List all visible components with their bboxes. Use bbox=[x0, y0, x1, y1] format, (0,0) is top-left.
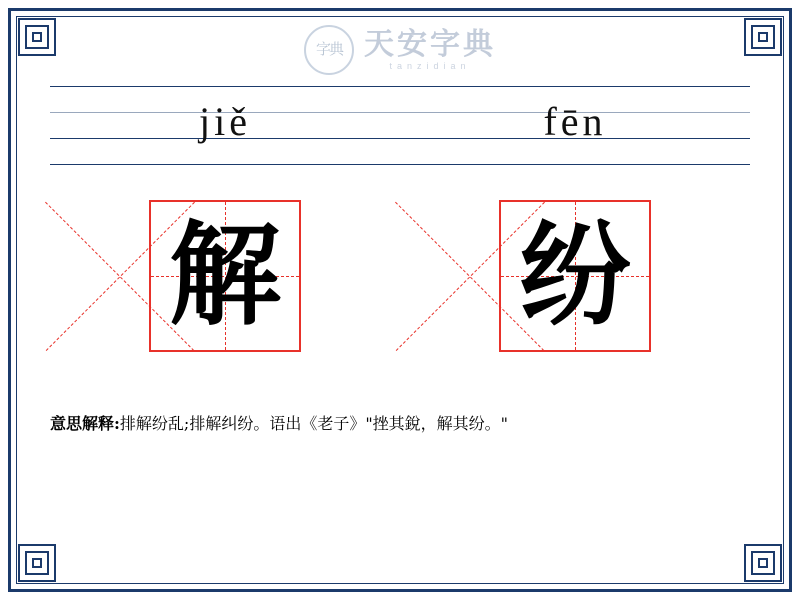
staff-line-4 bbox=[50, 164, 750, 165]
corner-ornament-bottom-right bbox=[744, 544, 782, 582]
pinyin-1: jiě bbox=[199, 98, 251, 144]
character-cell-2 bbox=[400, 200, 750, 365]
pinyin-staff bbox=[50, 86, 750, 166]
character-row bbox=[50, 200, 750, 365]
site-watermark bbox=[0, 22, 800, 78]
meaning-label: 意思解释: bbox=[50, 414, 120, 433]
tianzige-grid-2 bbox=[499, 200, 651, 352]
corner-ornament-bottom-left bbox=[18, 544, 56, 582]
watermark-subtitle: tanzidian bbox=[389, 60, 471, 71]
meaning-text: 排解纷乱;排解纠纷。语出《老子》"挫其銳，解其纷。" bbox=[119, 414, 509, 433]
seal-icon: 字典 bbox=[304, 25, 354, 75]
watermark-text bbox=[364, 29, 496, 71]
pinyin-2: fēn bbox=[543, 98, 607, 144]
tianzige-grid-1 bbox=[149, 200, 301, 352]
character-cell-1 bbox=[50, 200, 400, 365]
watermark-title: 天安字典 bbox=[364, 28, 496, 62]
hanzi-character-1: 解 bbox=[169, 210, 281, 341]
hanzi-character-2: 纷 bbox=[519, 210, 631, 341]
meaning-section bbox=[50, 412, 750, 438]
pinyin-row bbox=[50, 86, 750, 164]
